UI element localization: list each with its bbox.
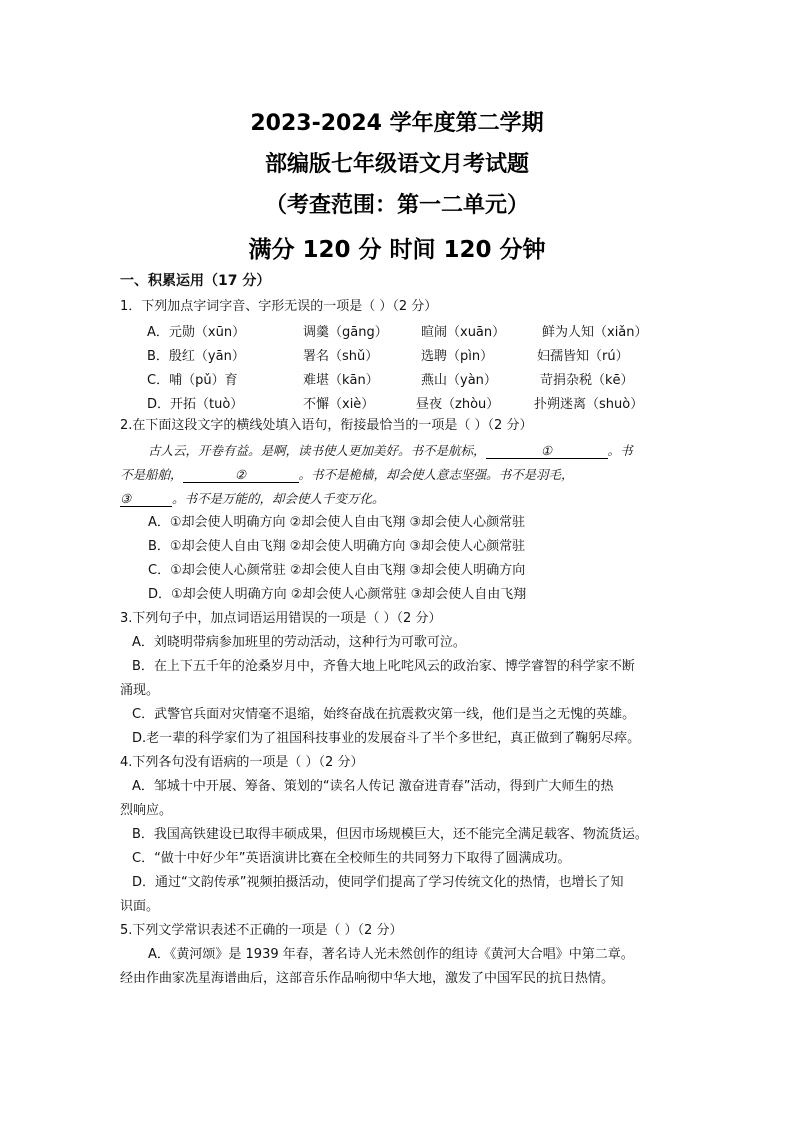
- q1-b-3: 选聘（pìn）: [421, 349, 494, 364]
- q5-option-a: A．《黄河颂》是 1939 年春，著名诗人光未然创作的组诗《黄河大合唱》中第二章。: [148, 947, 634, 962]
- q4-option-d-cont: 识面。: [120, 899, 160, 914]
- title-exam-name: 部编版七年级语文月考试题: [264, 152, 529, 177]
- q1-stem: 1．下列加点字词字音、字形无误的一项是（ ）（2 分）: [120, 299, 438, 314]
- q2-passage-line1: [148, 442, 633, 460]
- q5-option-a-cont: 经由作曲家冼星海谱曲后，这部音乐作品响彻中华大地，激发了中国军民的抗日热情。: [120, 971, 615, 986]
- title-scope: （考查范围：第一二单元）: [264, 193, 529, 218]
- q2-option-a: A．①却会使人明确方向 ②却会使人自由飞翔 ③却会使人心颜常驻: [148, 515, 526, 530]
- q2-passage-line3: [120, 490, 385, 508]
- q2-passage-text: 古人云，开卷有益。是啊，读书使人更加美好。书不是航标，: [148, 443, 486, 458]
- q1-c-4: 苛捐杂税（kē）: [540, 373, 634, 388]
- q1-d-1: D．开拓（tuò）: [147, 397, 244, 412]
- q3-option-b-cont: 涌现。: [120, 683, 160, 698]
- q4-option-c: C．“做十中好少年”英语演讲比赛在全校师生的共同努力下取得了圆满成功。: [132, 851, 571, 866]
- q1-c-1: C．哺（pǔ）育: [147, 373, 238, 388]
- q3-stem: 3.下列句子中，加点词语运用错误的一项是（ ）（2 分）: [120, 611, 442, 626]
- q2-passage-line2: [120, 466, 574, 484]
- q1-c-3: 燕山（yàn）: [421, 373, 497, 388]
- title-term: 2023-2024 学年度第二学期: [250, 111, 544, 136]
- q2-option-d: D．①却会使人明确方向 ②却会使人心颜常驻 ③却会使人自由飞翔: [148, 587, 527, 602]
- q2-blank-1: ①: [486, 443, 608, 459]
- q2-blank-3: ③: [120, 491, 172, 507]
- q3-option-b: B．在上下五千年的沧桑岁月中，齐鲁大地上叱咤风云的政治家、博学睿智的科学家不断: [132, 659, 635, 674]
- q2-blank-2: ②: [183, 467, 299, 483]
- q1-c-2: 难堪（kān）: [303, 373, 379, 388]
- q3-option-c: C．武警官兵面对灾情毫不退缩，始终奋战在抗震救灾第一线，他们是当之无愧的英雄。: [132, 707, 636, 722]
- q5-stem: 5.下列文学常识表述不正确的一项是（ ）（2 分）: [120, 923, 403, 938]
- q4-option-a: A．邹城十中开展、筹备、策划的“读名人传记 激奋进青春”活动，得到广大师生的热: [132, 779, 614, 794]
- q2-passage-text: 不是船舶，: [120, 467, 183, 482]
- q1-d-2: 不懈（xiè）: [303, 397, 375, 412]
- q3-option-a: A．刘晓明带病参加班里的劳动活动，这种行为可歌可泣。: [132, 635, 466, 650]
- q2-stem: 2.在下面这段文字的横线处填入语句，衔接最恰当的一项是（ ）（2 分）: [120, 418, 533, 433]
- q4-option-a-cont: 烈响应。: [120, 803, 173, 818]
- q1-b-4: 妇孺皆知（rú）: [537, 349, 629, 364]
- q1-b-1: B．殷红（yān）: [147, 349, 245, 364]
- q3-option-d: D.老一辈的科学家们为了祖国科技事业的发展奋斗了半个多世纪，真正做到了鞠躬尽瘁。: [132, 731, 641, 746]
- section-heading: 一、积累运用（17 分）: [120, 273, 271, 289]
- q1-a-4: 鲜为人知（xiǎn）: [542, 325, 648, 340]
- q1-d-3: 昼夜（zhòu）: [416, 397, 500, 412]
- q4-stem: 4.下列各句没有语病的一项是（ ）（2 分）: [120, 755, 364, 770]
- q4-option-d: D．通过“文韵传承”视频拍摄活动，使同学们提高了学习传统文化的热情，也增长了知: [132, 875, 624, 890]
- q4-option-b: B．我国高铁建设已取得丰硕成果，但因市场规模巨大，还不能完全满足载客、物流货运。: [132, 827, 648, 842]
- q1-b-2: 署名（shǔ）: [303, 349, 379, 364]
- q2-passage-text: 。书不是万能的，却会使人千变万化。: [172, 491, 385, 506]
- q2-option-b: B．①却会使人自由飞翔 ②却会使人明确方向 ③却会使人心颜常驻: [148, 539, 526, 554]
- q1-a-2: 调羹（gāng）: [303, 325, 388, 340]
- q2-passage-text: 。书: [607, 443, 633, 458]
- q2-passage-text: 。书不是桅樯，却会使人意志坚强。书不是羽毛，: [298, 467, 574, 482]
- q2-option-c: C．①却会使人心颜常驻 ②却会使人自由飞翔 ③却会使人明确方向: [148, 563, 526, 578]
- q1-a-3: 暄闹（xuān）: [421, 325, 506, 340]
- title-score-time: 满分 120 分 时间 120 分钟: [248, 237, 546, 263]
- q1-d-4: 扑朔迷离（shuò）: [534, 397, 644, 412]
- q1-a-1: A．元勋（xūn）: [147, 325, 246, 340]
